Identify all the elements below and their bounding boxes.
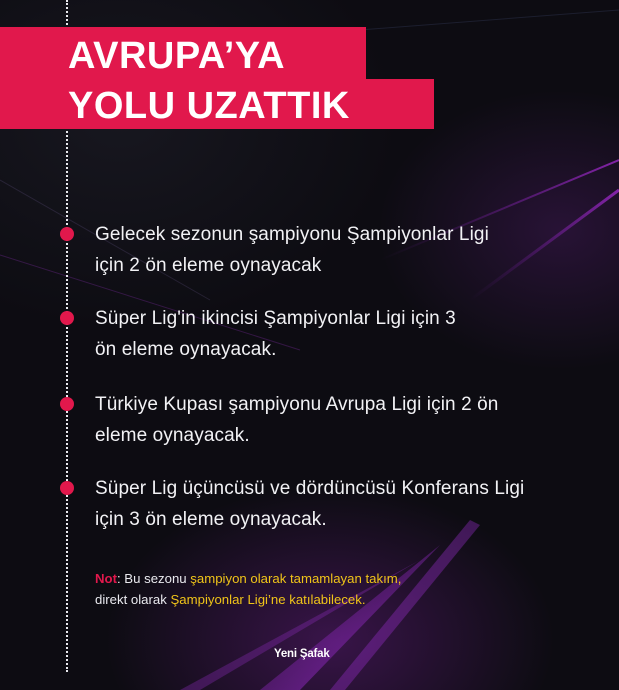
bullet-line: Süper Lig üçüncüsü ve dördüncüsü Konferans Ligi (95, 478, 525, 499)
bullet-text (95, 303, 600, 365)
bullet-text (95, 389, 600, 451)
title-line-1: AVRUPA’YA (0, 27, 366, 84)
bullet-dot-icon (60, 397, 74, 411)
bullet-line: Süper Lig'in ikincisi Şampiyonlar Ligi için 3 (95, 308, 456, 329)
bullet-text (95, 219, 600, 281)
note-highlight-1: şampiyon olarak tamamlayan takım, (190, 571, 402, 586)
bullet-line: için 3 ön eleme oynayacak. (95, 509, 327, 530)
bullet-dot-icon (60, 227, 74, 241)
bullet-line: Türkiye Kupası şampiyonu Avrupa Ligi için 2 ön (95, 394, 499, 415)
bullet-dot-icon (60, 481, 74, 495)
bullet-line: ön eleme oynayacak. (95, 339, 277, 360)
note-text (95, 568, 575, 610)
note-label: Not (95, 571, 117, 586)
note-highlight-2: Şampiyonlar Ligi’ne katılabilecek. (170, 592, 366, 607)
note-part-1: : Bu sezonu (116, 571, 191, 586)
bullet-line: için 2 ön eleme oynayacak (95, 255, 322, 276)
bullet-dot-icon (60, 311, 74, 325)
title-line-2: YOLU UZATTIK (0, 79, 434, 129)
bullet-text (95, 473, 600, 535)
bullet-line: eleme oynayacak. (95, 425, 250, 446)
bullet-line: Gelecek sezonun şampiyonu Şampiyonlar Ligi (95, 224, 489, 245)
brand-logo: Yeni Şafak (274, 648, 330, 660)
note-part-2: direkt olarak (95, 592, 171, 607)
